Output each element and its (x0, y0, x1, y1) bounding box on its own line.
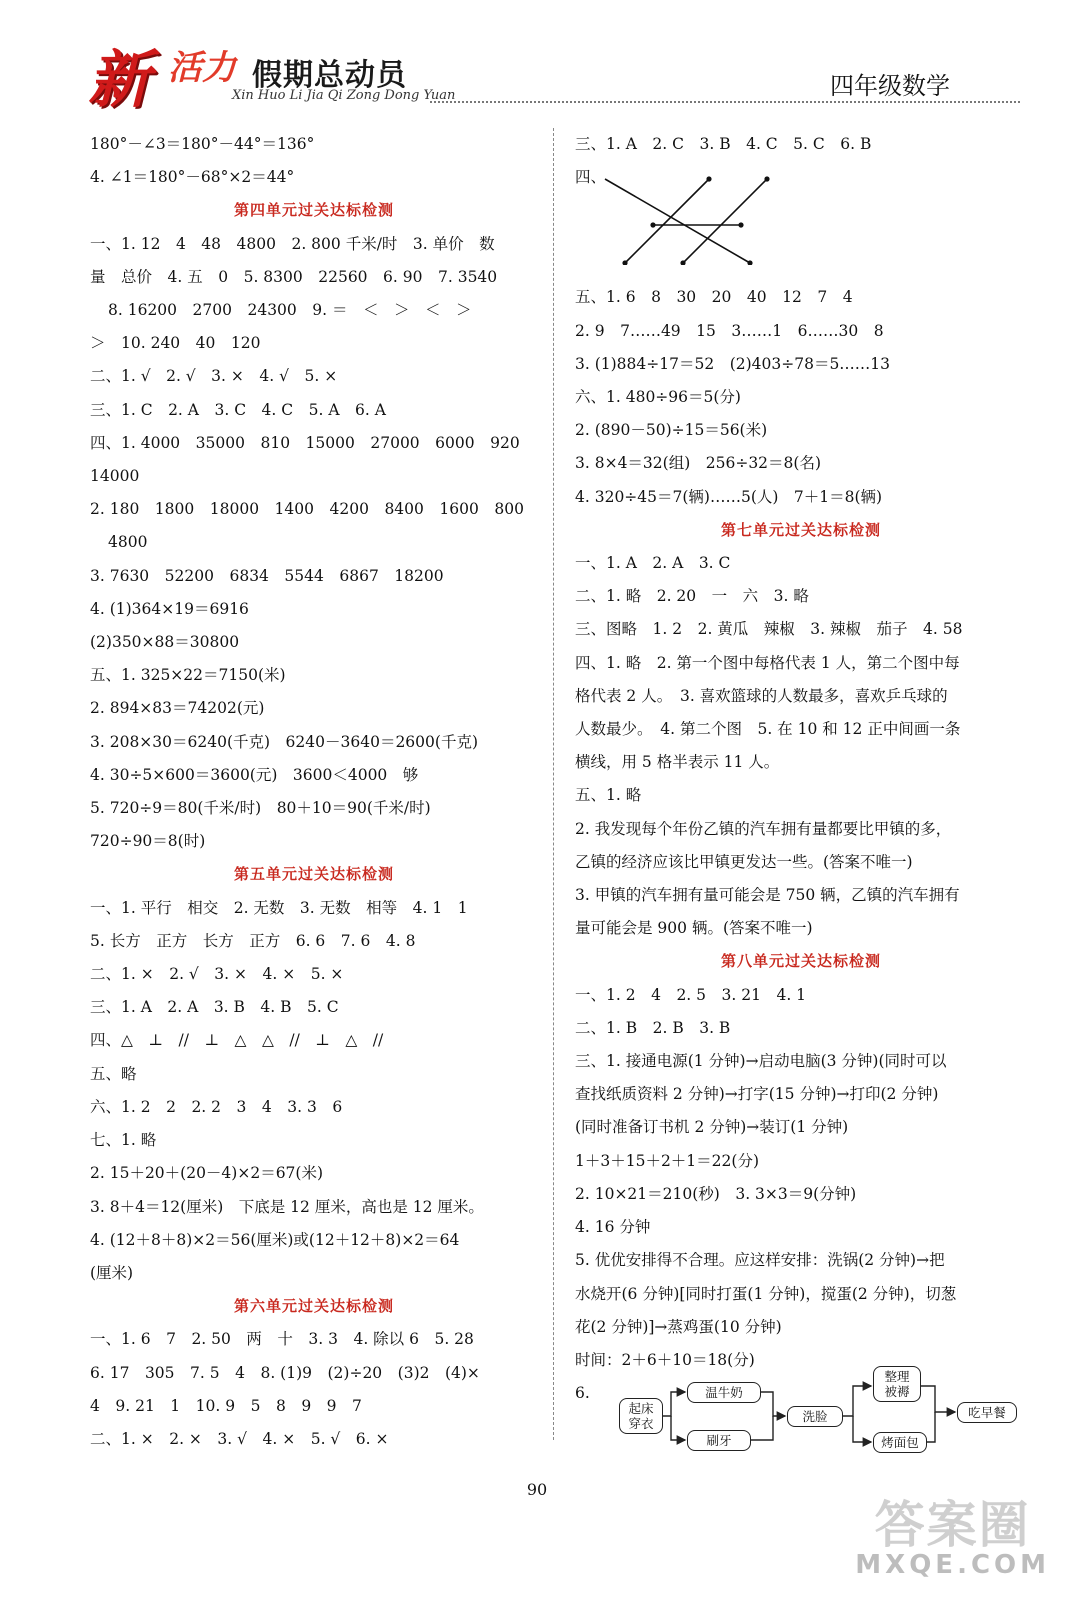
answer-line: 二、1. × 2. × 3. √ 4. × 5. √ 6. × (90, 1429, 389, 1448)
answer-line: 时间：2＋6＋10＝18(分) (575, 1350, 755, 1369)
answer-line: 5. 优优安排得不合理。应这样安排：洗锅(2 分钟)→把 (575, 1251, 945, 1270)
flow-node-wash-face: 洗脸 (787, 1406, 843, 1427)
answer-line: ＞ 10. 240 40 120 (90, 334, 261, 353)
site-watermark (855, 1496, 1050, 1580)
book-title-pinyin: Xin Huo Li Jia Qi Zong Dong Yuan (232, 88, 456, 103)
section-heading: 第五单元过关达标检测 (233, 865, 394, 884)
answer-line: 四、 (575, 168, 607, 187)
answer-line: 七、1. 略 (90, 1131, 157, 1150)
answer-line: 格代表 2 人。 3. 喜欢篮球的人数最多，喜欢乒乓球的 (575, 686, 948, 705)
figure-point (706, 177, 711, 182)
answer-line: 人数最少。 4. 第二个图 5. 在 10 和 12 正中间画一条 (575, 720, 961, 739)
figure-line (605, 179, 750, 263)
answer-line: 2. 9 7……49 15 3……1 6……30 8 (575, 321, 884, 340)
answer-line: 5. 长方 正方 长方 正方 6. 6 7. 6 4. 8 (90, 931, 416, 950)
crossing-lines-figure (595, 165, 835, 265)
section-heading: 第七单元过关达标检测 (720, 520, 881, 539)
answer-line: 6. 17 305 7. 5 4 8. (1)9 (2)÷20 (3)2 (4)× (90, 1363, 480, 1382)
answer-line: 4. (12＋8＋8)×2＝56(厘米)或(12＋12＋8)×2＝64 (90, 1230, 460, 1249)
answer-line: 4 9. 21 1 10. 9 5 8 9 9 7 (90, 1396, 362, 1415)
answer-line: 六、1. 480÷96＝5(分) (575, 388, 741, 407)
morning-routine-flowchart (605, 1369, 1045, 1462)
answer-line: 二、1. √ 2. √ 3. × 4. √ 5. × (90, 367, 338, 386)
answer-line: 4. 16 分钟 (575, 1218, 651, 1237)
watermark-logo: 答案圈 (874, 1496, 1031, 1554)
answer-line: 量可能会是 900 辆。(答案不唯一) (575, 919, 813, 938)
answer-line: 六、1. 2 2 2. 2 3 4 3. 3 6 (90, 1097, 343, 1116)
answer-line: 五、1. 325×22＝7150(米) (90, 666, 286, 685)
answer-line: 三、1. A 2. A 3. B 4. B 5. C (90, 998, 339, 1017)
answer-line: 3. 208×30＝6240(千克) 6240－3640＝2600(千克) (90, 732, 478, 751)
answer-line: 3. 8×4＝32(组) 256÷32＝8(名) (575, 454, 821, 473)
page-header (0, 0, 1074, 116)
answer-line: 三、1. A 2. C 3. B 4. C 5. C 6. B (575, 135, 872, 153)
answer-line: 3. 7630 52200 6834 5544 6867 18200 (90, 566, 444, 585)
answer-line: 二、1. B 2. B 3. B (575, 1018, 731, 1037)
flow-arrow (841, 1386, 871, 1416)
flow-node-warm-milk: 温牛奶 (687, 1382, 761, 1403)
flow-node-brush-teeth: 刷牙 (687, 1430, 751, 1451)
answer-line: 2. 180 1800 18000 1400 4200 8400 1600 800 (90, 500, 524, 519)
parallel-lines-answer (575, 161, 1027, 281)
answer-line: 花(2 分钟)]→蒸鸡蛋(10 分钟) (575, 1317, 782, 1336)
answer-line: 4. (1)364×19＝6916 (90, 599, 249, 618)
answer-line: 6. (575, 1384, 590, 1403)
flow-node-breakfast: 吃早餐 (957, 1402, 1017, 1423)
watermark-url: MXQE.COM (855, 1550, 1050, 1580)
answer-line: 8. 16200 2700 24300 9. ＝ ＜ ＞ ＜ ＞ (108, 301, 472, 320)
grade-subject: 四年级数学 (830, 72, 950, 100)
answer-line: (2)350×88＝30800 (90, 633, 240, 652)
answer-line: 2. 894×83＝74202(元) (90, 699, 265, 718)
answer-line: 量 总价 4. 五 0 5. 8300 22560 6. 90 7. 3540 (90, 267, 498, 286)
answer-line: 三、1. C 2. A 3. C 4. C 5. A 6. A (90, 400, 386, 419)
answer-line: 二、1. × 2. √ 3. × 4. × 5. × (90, 965, 344, 984)
answer-line: 一、1. 2 4 2. 5 3. 21 4. 1 (575, 985, 807, 1004)
logo-xin: 新 (88, 43, 149, 116)
section-heading: 第四单元过关达标检测 (233, 201, 394, 220)
answer-line: 五、1. 6 8 30 20 40 12 7 4 (575, 288, 853, 307)
flow-arrow (761, 1392, 785, 1416)
answer-line: 4800 (108, 533, 148, 552)
column-divider (553, 128, 554, 1440)
answer-line: 2. 15＋20＋(20－4)×2＝67(米) (90, 1164, 324, 1183)
flow-arrow (853, 1416, 871, 1442)
header-divider (430, 101, 1020, 103)
answer-line: 三、1. 接通电源(1 分钟)→启动电脑(3 分钟)(同时可以 (575, 1052, 947, 1071)
answer-line: 乙镇的经济应该比甲镇更发达一些。(答案不唯一) (575, 852, 913, 871)
answer-line: 4. ∠1＝180°－68°×2＝44° (90, 168, 295, 187)
answer-line: 一、1. 6 7 2. 50 两 十 3. 3 4. 除以 6 5. 28 (90, 1330, 474, 1349)
answer-line: 2. 10×21＝210(秒) 3. 3×3＝9(分钟) (575, 1184, 857, 1203)
answer-line: 2. (890－50)÷15＝56(米) (575, 421, 768, 440)
page-number: 90 (526, 1480, 548, 1499)
logo-huoli: 活力 (168, 48, 236, 88)
answer-line: 180°－∠3＝180°－44°＝136° (90, 135, 315, 153)
flow-node-toast-bread: 烤面包 (873, 1432, 927, 1453)
right-answer-column (575, 128, 1027, 1462)
answer-line: 四、1. 略 2. 第一个图中每格代表 1 人，第二个图中每 (575, 653, 960, 672)
answer-line: 3. 8＋4＝12(厘米) 下底是 12 厘米，高也是 12 厘米。 (90, 1197, 484, 1216)
answer-line: (厘米) (90, 1263, 134, 1282)
answer-line: 五、1. 略 (575, 786, 642, 805)
figure-point (738, 223, 743, 228)
answer-line: 14000 (90, 467, 140, 486)
flow-arrow (671, 1416, 685, 1440)
left-answer-column (90, 128, 538, 1456)
answer-line: 水烧开(6 分钟)[同时打蛋(1 分钟)，搅蛋(2 分钟)，切葱 (575, 1284, 957, 1303)
answer-line: 3. (1)884÷17＝52 (2)403÷78＝5……13 (575, 354, 891, 373)
answer-line: (同时准备订书机 2 分钟)→装订(1 分钟) (575, 1118, 849, 1137)
figure-point (650, 223, 655, 228)
answer-line: 5. 720÷9＝80(千米/时) 80＋10＝90(千米/时) (90, 799, 431, 818)
answer-line: 一、1. 12 4 48 4800 2. 800 千米/时 3. 单价 数 (90, 234, 495, 253)
flow-node-make-bed: 整理 被褥 (873, 1366, 921, 1402)
answer-line: 4. 30÷5×600＝3600(元) 3600＜4000 够 (90, 765, 419, 784)
answer-line: 三、图略 1. 2 2. 黄瓜 辣椒 3. 辣椒 茄子 4. 58 (575, 620, 963, 639)
answer-line: 二、1. 略 2. 20 一 六 3. 略 (575, 587, 809, 606)
answer-line: 四、1. 4000 35000 810 15000 27000 6000 920 (90, 433, 520, 452)
answer-line: 1＋3＋15＋2＋1＝22(分) (575, 1151, 759, 1170)
flow-node-get-up: 起床 穿衣 (619, 1398, 663, 1434)
answer-line: 4. 320÷45＝7(辆)……5(人) 7＋1＝8(辆) (575, 487, 883, 506)
book-title: 假期总动员 (252, 58, 407, 93)
figure-point (764, 177, 769, 182)
answer-line: 横线，用 5 格半表示 11 人。 (575, 753, 780, 772)
answer-line: 一、1. 平行 相交 2. 无数 3. 无数 相等 4. 1 1 (90, 898, 468, 917)
section-heading: 第八单元过关达标检测 (720, 952, 881, 971)
answer-line: 2. 我发现每个年份乙镇的汽车拥有量都要比甲镇的多， (575, 819, 952, 838)
flow-arrow (751, 1416, 773, 1440)
answer-line: 查找纸质资料 2 分钟)→打字(15 分钟)→打印(2 分钟) (575, 1085, 939, 1104)
flow-arrow (661, 1392, 685, 1416)
flow-arrow (919, 1386, 955, 1412)
answer-line: 720÷90＝8(时) (90, 832, 206, 851)
section-heading: 第六单元过关达标检测 (233, 1297, 394, 1316)
answer-line: 一、1. A 2. A 3. C (575, 554, 731, 573)
answer-line: 3. 甲镇的汽车拥有量可能会是 750 辆，乙镇的汽车拥有 (575, 886, 960, 905)
answer-line: 五、略 (90, 1064, 137, 1083)
answer-line: 四、△ ⊥ // ⊥ △ △ // ⊥ △ // (90, 1031, 384, 1050)
